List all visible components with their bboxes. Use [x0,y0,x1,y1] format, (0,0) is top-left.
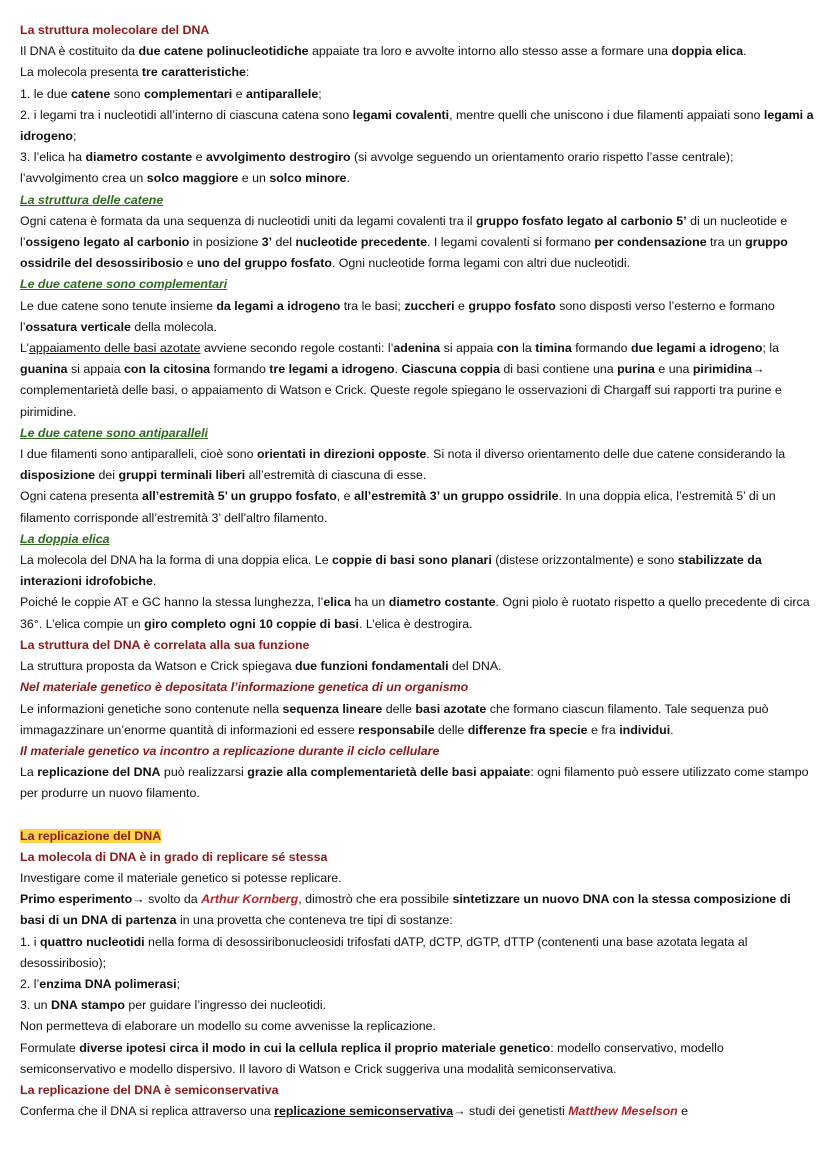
paragraph: Ogni catena è formata da una sequenza di nucleotidi uniti da legami covalenti tra il gruppo fosfato legato al carbonio 5’ di un nucleotide e l’ossigeno legato al carbonio in posizione 3’ del nucleotide precedente. I legami covalenti si formano per condensazione tra un gruppo ossidrile del desossiribosio e uno del gruppo fosfato. Ogni nucleotide forma legami con altri due nucleotidi. [20,213,788,271]
list-item: 2. i legami tra i nucleotidi all’interno di ciascuna catena sono legami covalenti, mentre quelli che uniscono i due filamenti appaiati sono legami a idrogeno; [20,107,814,144]
subsection-title: La struttura delle catene [20,192,164,207]
subsection-title: La molecola di DNA è in grado di replicare sé stessa [20,849,328,864]
list-item: 1. le due catene sono complementari e antiparallele; [20,86,322,101]
subsection-title: Le due catene sono antiparallelі [20,425,208,440]
subsection-title: Il materiale genetico va incontro a replicazione durante il ciclo cellulare [20,743,440,758]
paragraph: Investigare come il materiale genetico si potesse replicare. [20,870,342,885]
list-item: 3. un DNA stampo per guidare l’ingresso dei nucleotidi. [20,998,327,1013]
paragraph: L’appaiamento delle basi azotate avviene secondo regole costanti: l’adenina si appaia con la timina formando due legami a idrogeno; la guanina si appaia con la citosina formando tre legami a idrogeno. Ciascuna coppia di basi contiene una purina e una pirimidina→ complementarietà delle basi, o appaiamento di Watson e Crick. Queste regole spiegano le osservazioni di Chargaff sui rapporti tra purine e pirimidine. [20,341,782,419]
paragraph: La replicazione del DNA può realizzarsi grazie alla complementarietà delle basi appaiate: ogni filamento può essere utilizzato come stampo per produrre un nuovo filamento. [20,765,809,801]
subsection-title: La doppia elica [20,531,110,546]
paragraph: Ogni catena presenta all’estremità 5’ un gruppo fosfato, e all’estremità 3’ un gruppo ossidrile. In una doppia elica, l’estremità 5’ di un filamento corrisponde all’estremità 3’ dell’altro filamento. [20,489,776,525]
list-item: 2. l’enzima DNA polimerasi; [20,976,181,991]
paragraph: Non permetteva di elaborare un modello su come avvenisse la replicazione. [20,1019,436,1034]
paragraph: Poiché le coppie AT e GC hanno la stessa lunghezza, l’elica ha un diametro costante. Ogni piolo è ruotato rispetto a quello precedente di circa 36°. L’elica compie un giro completo ogni 10 coppie di basi. L’elica è destrogira. [20,595,810,631]
paragraph: I due filamenti sono antiparalleli, cioè sono orientati in direzioni opposte. Si nota il diverso orientamento delle due catene considerando la disposizione dei gruppi terminali liberi all’estremità di ciascuna di esse. [20,447,786,483]
paragraph: La molecola presenta tre caratteristiche: [20,65,250,80]
list-item: 3. l’elica ha diametro costante e avvolgimento destrogiro (si avvolge seguendo un orientamento orario rispetto l’asse centrale); l’avvolgimento crea un solco maggiore e un solco minore. [20,150,734,186]
highlighted-section-title: La replicazione del DNA [20,828,162,843]
list-item: 1. i quattro nucleotidi nella forma di desossiribonucleosidi trifosfati dATP, dCTP, dGTP, dTTP (contenenti una base azotata legata al desossiribosio); [20,934,748,970]
spacer [20,805,814,826]
paragraph: Le due catene sono tenute insieme da legami a idrogeno tra le basi; zuccheri e gruppo fosfato sono disposti verso l’esterno e formano l’ossatura verticale della molecola. [20,298,775,334]
subsection-title: Le due catene sono complementari [20,277,228,292]
subsection-title: La replicazione del DNA è semiconservativa [20,1082,279,1097]
subsection-title: Nel materiale genetico è depositata l’informazione genetica di un organismo [20,680,469,695]
paragraph: Conferma che il DNA si replica attraverso una replicazione semiconservativa→ studi dei genetisti Matthew Meselson e [20,1104,689,1119]
section-title: La struttura del DNA è correlata alla sua funzione [20,637,310,652]
section-title: La struttura molecolare del DNA [20,23,210,37]
paragraph: Le informazioni genetiche sono contenute nella sequenza lineare delle basi azotate che formano ciascun filamento. Tale sequenza può immagazzinare un’enorme quantità di informazioni ed essere responsabile delle differenze fra specie e fra individui. [20,701,769,737]
paragraph: Formulate diverse ipotesi circa il modo in cui la cellula replica il proprio materiale genetico: modello conservativo, modello semiconservativo e modello dispersivo. Il lavoro di Watson e Crick suggeriva una modalità semiconservativa. [20,1040,724,1076]
paragraph: Primo esperimento→ svolto da Arthur Kornberg, dimostrò che era possibile sintetizzare un nuovo DNA con la stessa composizione di basi di un DNA di partenza in una provetta che conteneva tre tipi di sostanze: [20,892,791,928]
paragraph: Il DNA è costituito da due catene polinucleotidiche appaiate tra loro e avvolte intorno allo stesso asse a formare una doppia elica. [20,44,747,59]
paragraph: La struttura proposta da Watson e Crick spiegava due funzioni fondamentali del DNA. [20,659,502,674]
paragraph: La molecola del DNA ha la forma di una doppia elica. Le coppie di basi sono planari (distese orizzontalmente) e sono stabilizzate da interazioni idrofobiche. [20,553,762,589]
